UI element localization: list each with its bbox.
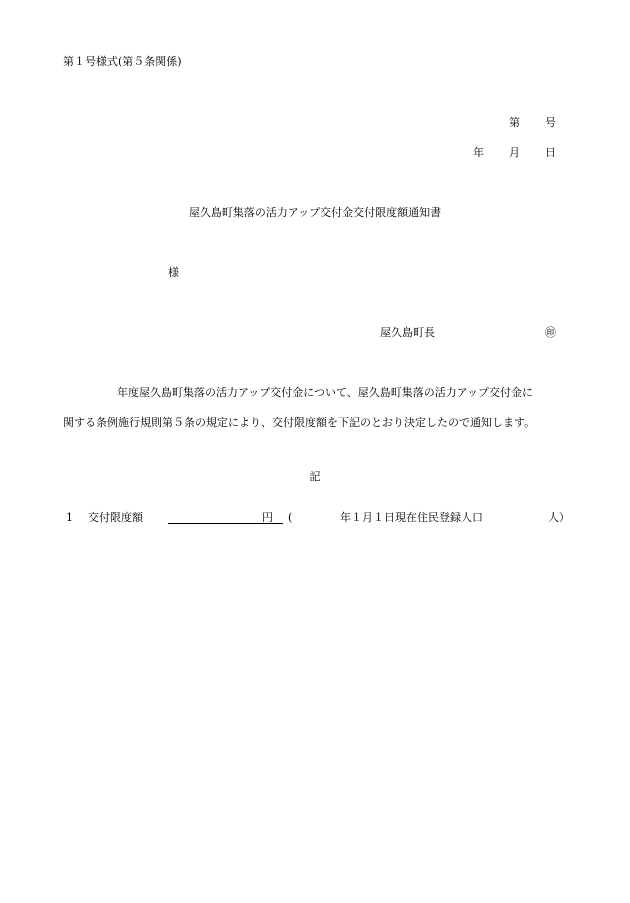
item-number: 1 [66,511,73,524]
open-paren: ( [288,511,293,524]
addressee-suffix: 様 [168,266,179,279]
yen-label: 円 [262,511,273,524]
date-month-label: 月 [509,146,520,159]
date-year-label: 年 [473,146,484,159]
seal-mark: ㊞ [545,326,556,339]
ki-heading: 記 [309,470,321,483]
document-title: 屋久島町集落の活力アップ交付金交付限度額通知書 [188,206,442,219]
body-line-1: 年度屋久島町集落の活力アップ交付金について、屋久島町集落の活力アップ交付金に [117,386,534,399]
item-label: 交付限度額 [88,511,143,524]
sender-name: 屋久島町長 [380,326,435,339]
form-label: 第１号様式(第５条関係) [63,55,182,68]
body-line-2: 関する条例施行規則第５条の規定により、交付限度額を下記のとおり決定したので通知します。 [63,416,536,429]
document-number-suffix: 号 [545,116,556,129]
date-day-label: 日 [545,146,556,159]
population-close: 人） [548,511,570,524]
document-number-label: 第 [509,116,520,129]
population-text: 年１月１日現在住民登録人口 [340,511,483,524]
